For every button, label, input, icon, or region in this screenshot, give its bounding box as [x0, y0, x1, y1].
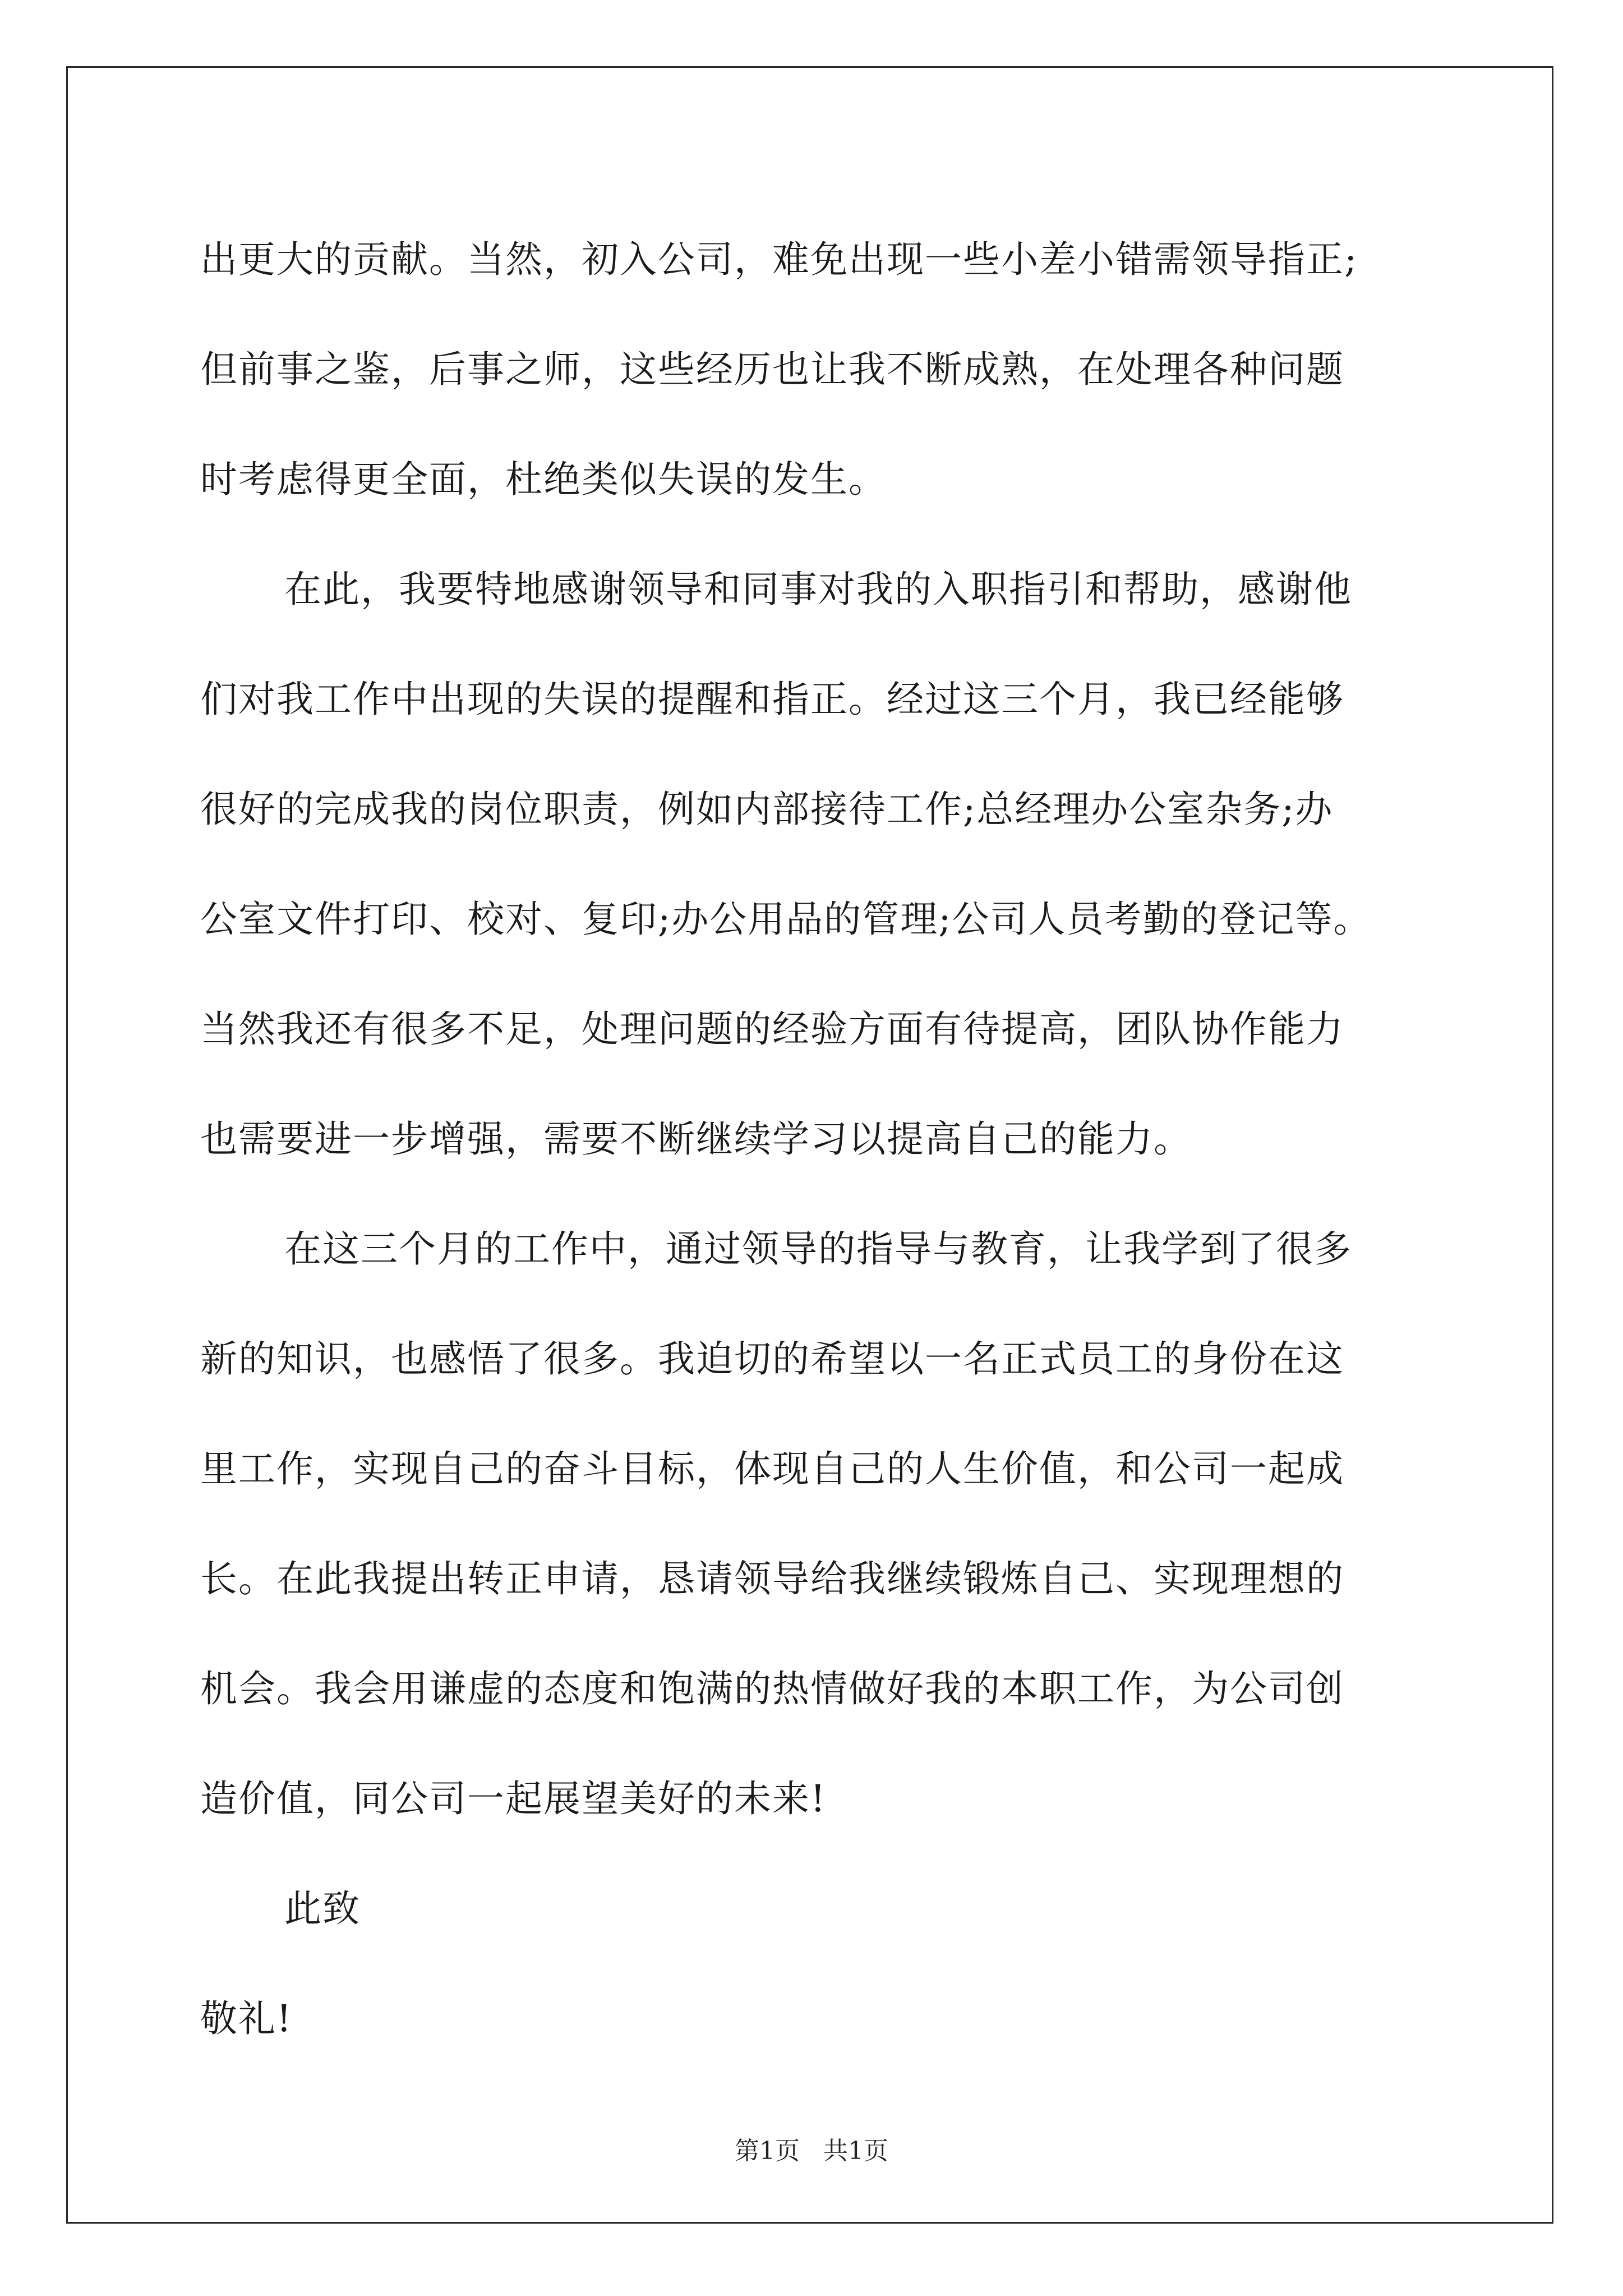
text-line-14: 机会。我会用谦虚的态度和饱满的热情做好我的本职工作，为公司创 [200, 1667, 1344, 1710]
text-line-5: 们对我工作中出现的失误的提醒和指正。经过这三个月，我已经能够 [200, 678, 1344, 721]
document-body [200, 205, 1440, 2074]
text-line-6: 很好的完成我的岗位职责，例如内部接待工作;总经理办公室杂务;办 [200, 788, 1334, 831]
closing-regards: 敬礼! [200, 1997, 293, 2040]
text-line-3: 时考虑得更全面，杜绝类似失误的发生。 [200, 458, 887, 501]
text-line-13: 长。在此我提出转正申请，恳请领导给我继续锻炼自己、实现理想的 [200, 1557, 1344, 1600]
text-line-10: 在这三个月的工作中，通过领导的指导与教育，让我学到了很多 [284, 1227, 1352, 1271]
text-line-12: 里工作，实现自己的奋斗目标，体现自己的人生价值，和公司一起成 [200, 1447, 1344, 1490]
text-line-9: 也需要进一步增强，需要不断继续学习以提高自己的能力。 [200, 1117, 1192, 1161]
text-line-1: 出更大的贡献。当然，初入公司，难免出现一些小差小错需领导指正; [200, 238, 1358, 281]
text-line-7: 公室文件打印、校对、复印;办公用品的管理;公司人员考勤的登记等。 [200, 898, 1372, 941]
text-line-2: 但前事之鉴，后事之师，这些经历也让我不断成熟，在处理各种问题 [200, 348, 1344, 391]
text-line-8: 当然我还有很多不足，处理问题的经验方面有待提高，团队协作能力 [200, 1007, 1344, 1051]
text-line-4: 在此，我要特地感谢领导和同事对我的入职指引和帮助，感谢他 [284, 568, 1352, 611]
page-number-footer: 第1页 共1页 [735, 2137, 888, 2165]
text-line-15: 造价值，同公司一起展望美好的未来! [200, 1777, 827, 1820]
closing-salutation: 此致 [284, 1887, 361, 1930]
text-line-11: 新的知识，也感悟了很多。我迫切的希望以一名正式员工的身份在这 [200, 1337, 1344, 1381]
